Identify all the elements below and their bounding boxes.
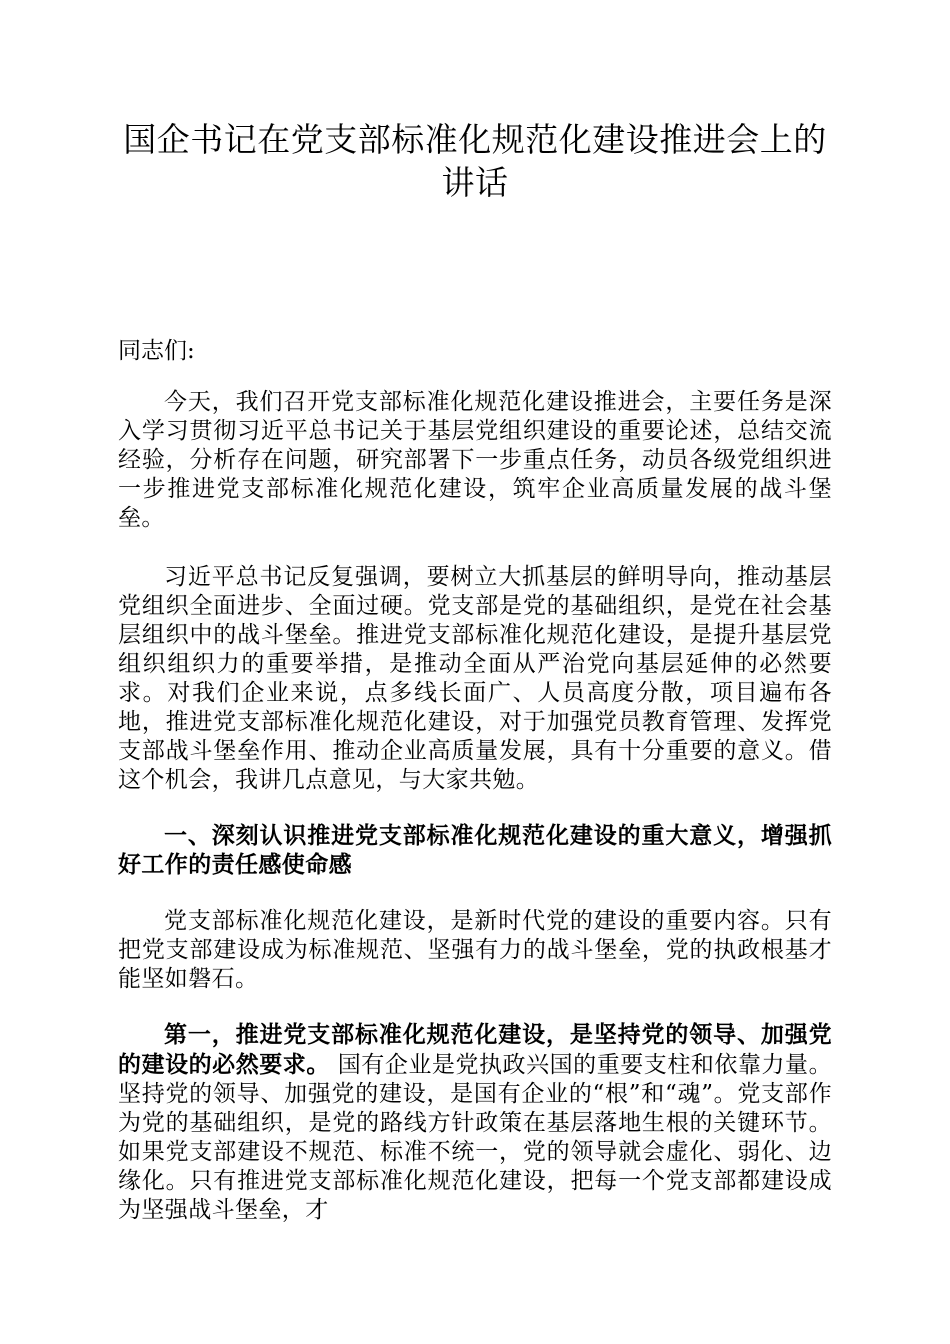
point-one-lead: 第一，推进党支部标准化规范化建设，是坚持党的领导、加强党的建设的必然要求。: [118, 1021, 832, 1078]
section-intro-paragraph: 党支部标准化规范化建设，是新时代党的建设的重要内容。只有把党支部建设成为标准规范、坚强有力的战斗堡垒，党的执政根基才能坚如磐石。: [118, 908, 832, 992]
background-paragraph: 习近平总书记反复强调，要树立大抓基层的鲜明导向，推动基层党组织全面进步、全面过硬。党支部是党的基础组织，是党在社会基层组织中的战斗堡垒。推进党支部标准化规范化建设，是提升基层党组织组织力的重要举措，是推动全面从严治党向基层延伸的必然要求。对我们企业来说，点多线长面广、人员高度分散，项目遍布各地，推进党支部标准化规范化建设，对于加强党员教育管理、发挥党支部战斗堡垒作用、推动企业高质量发展，具有十分重要的意义。借这个机会，我讲几点意见，与大家共勉。: [118, 564, 832, 793]
section-heading: 一、深刻认识推进党支部标准化规范化建设的重大意义，增强抓好工作的责任感使命感: [118, 822, 832, 878]
document-title: 国企书记在党支部标准化规范化建设推进会上的讲话: [123, 120, 827, 202]
opening-paragraph: 今天，我们召开党支部标准化规范化建设推进会，主要任务是深入学习贯彻习近平总书记关于基层党组织建设的重要论述，总结交流经验，分析存在问题，研究部署下一步重点任务，动员各级党组织进一步推进党支部标准化规范化建设，筑牢企业高质量发展的战斗堡垒。: [118, 389, 832, 531]
point-one-paragraph: [118, 1020, 832, 1225]
salutation: 同志们:: [118, 338, 195, 364]
document-page: [118, 0, 832, 1225]
point-one-body: 国有企业是党执政兴国的重要支柱和依靠力量。坚持党的领导、加强党的建设，是国有企业的“根”和“魂”。党支部作为党的基础组织，是党的路线方针政策在基层落地生根的关键环节。如果党支部建设不规范、标准不统一，党的领导就会虚化、弱化、边缘化。只有推进党支部标准化规范化建设，把每一个党支部都建设成为坚强战斗堡垒，才: [118, 1052, 832, 1223]
